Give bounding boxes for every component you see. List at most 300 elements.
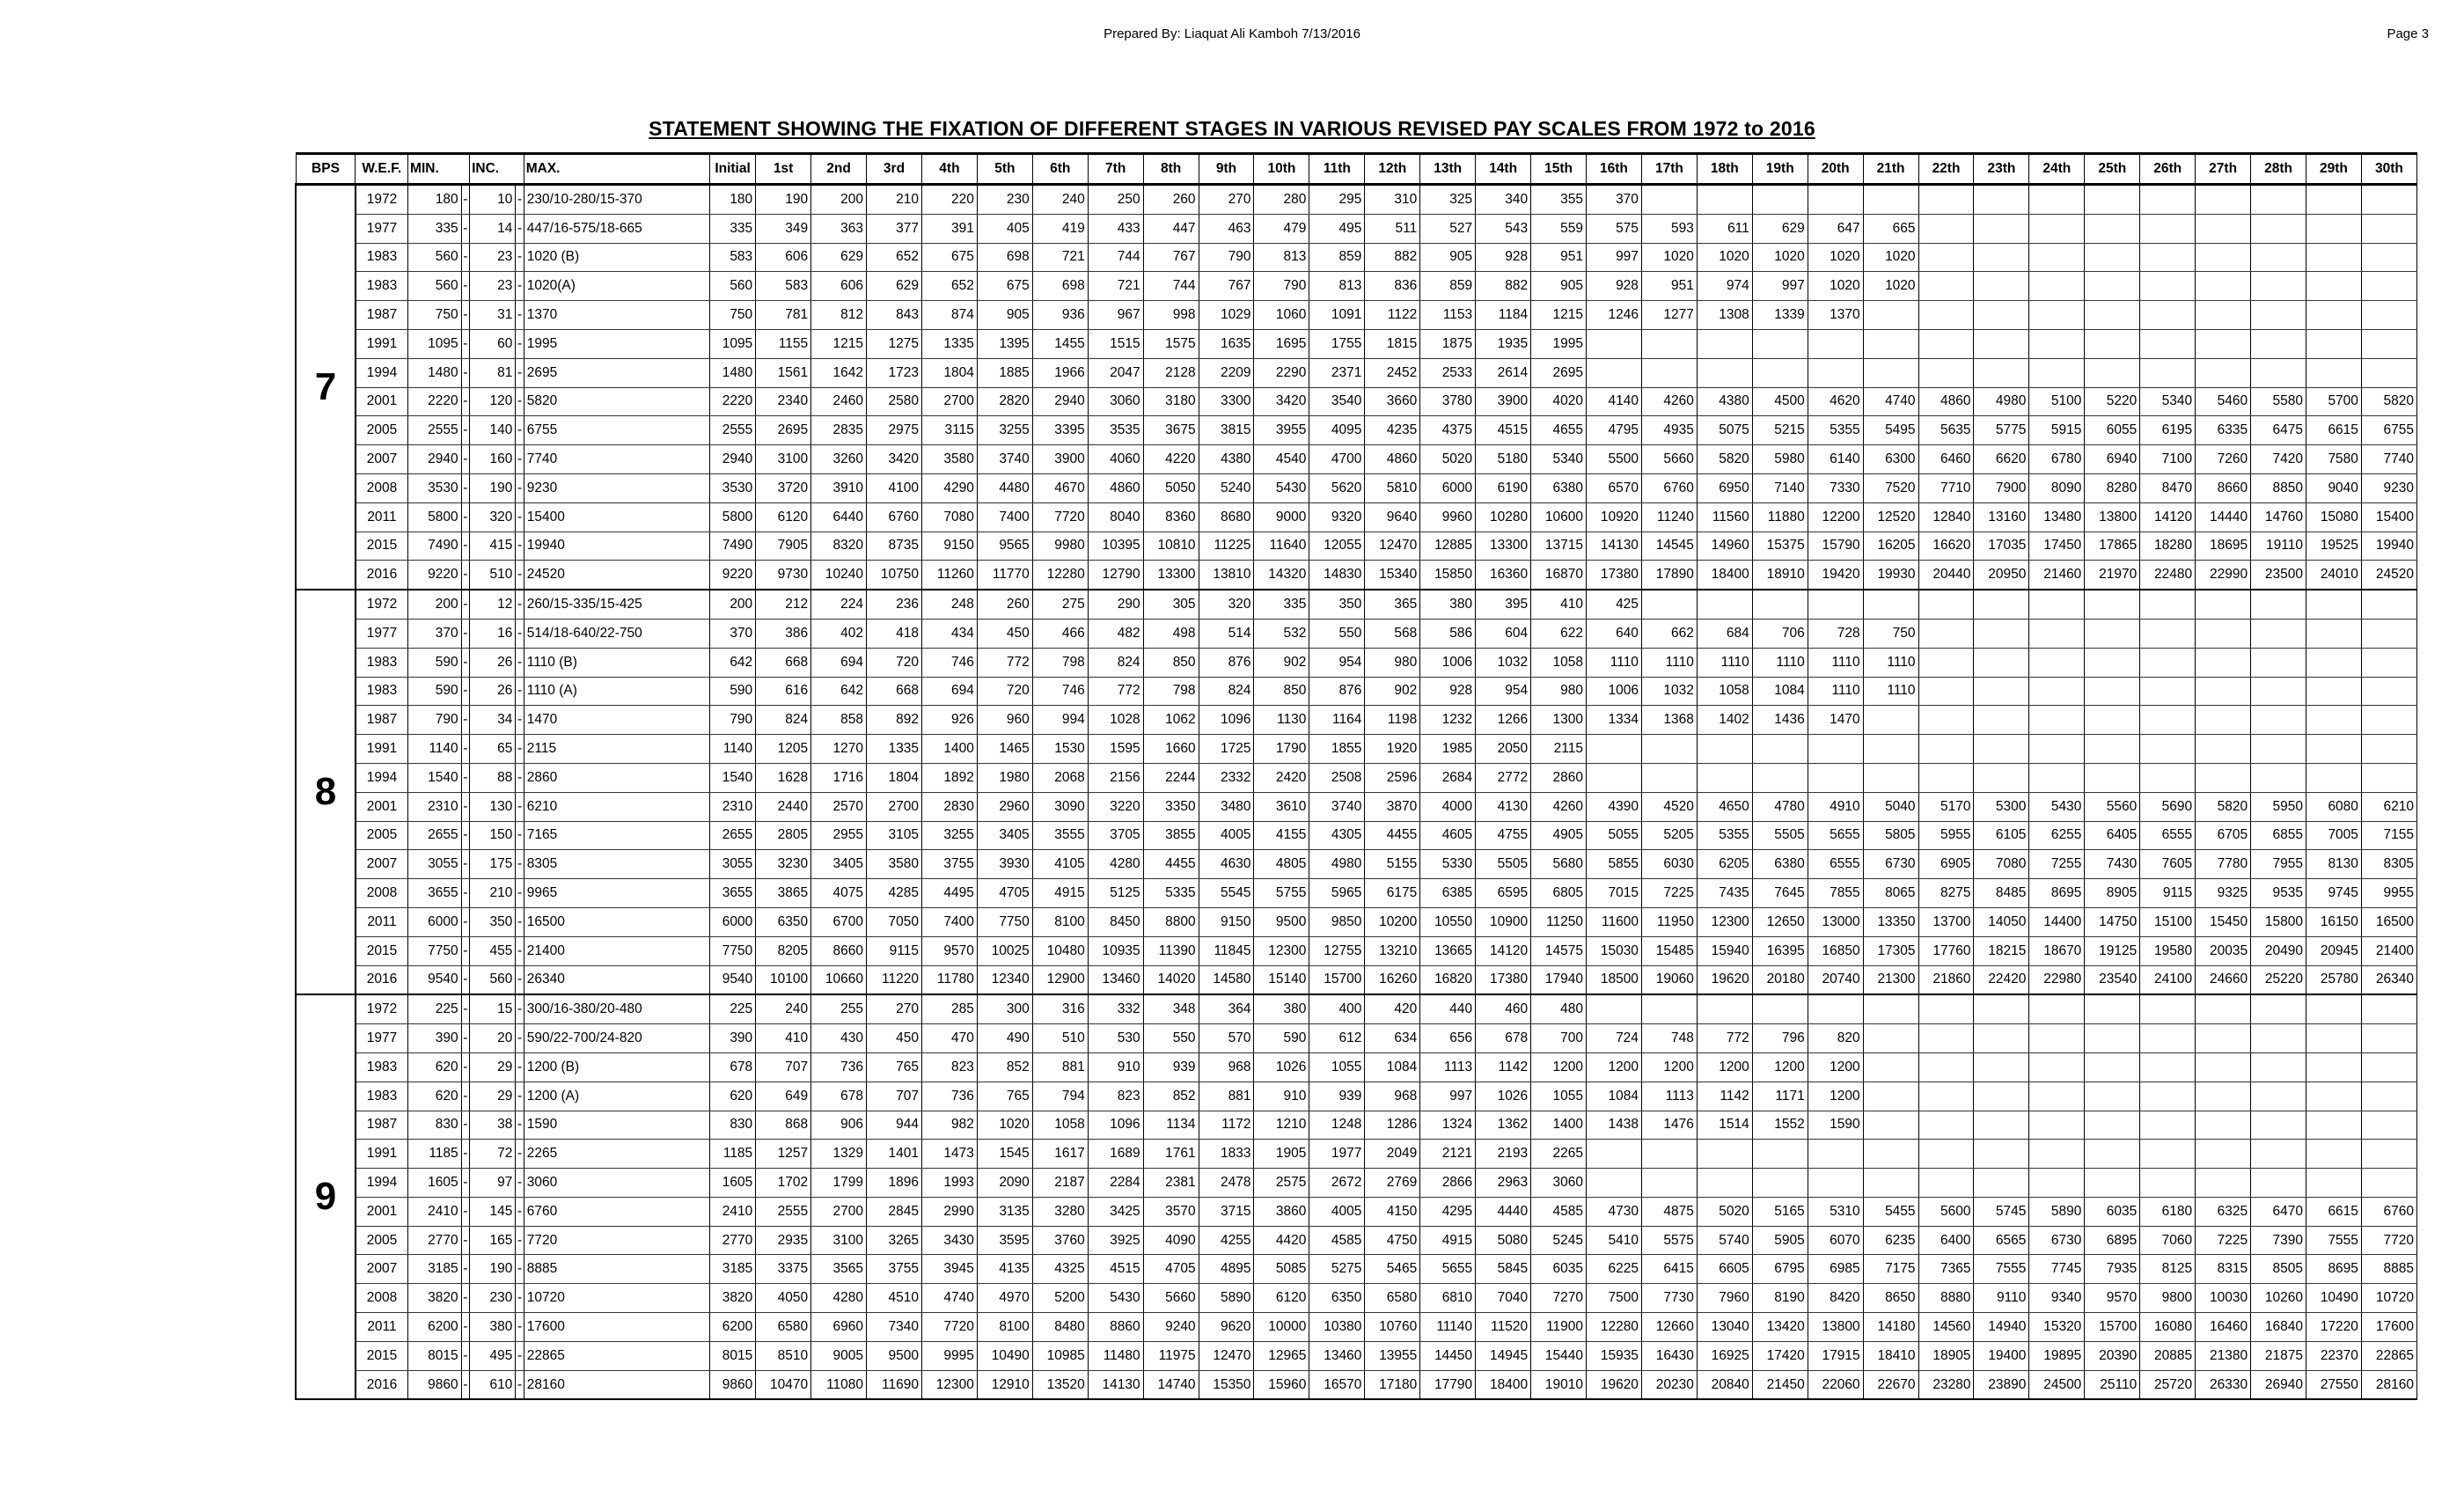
stage-value <box>2306 994 2362 1023</box>
stage-value: 4285 <box>867 879 922 908</box>
stage-value: 11770 <box>977 561 1032 590</box>
stage-value <box>1587 1169 1642 1198</box>
column-header: 27th <box>2196 154 2251 185</box>
stage-value: 736 <box>921 1082 977 1111</box>
stage-value: 1185 <box>709 1140 755 1169</box>
stage-value: 3755 <box>867 1255 922 1284</box>
stage-value: 951 <box>1531 243 1587 272</box>
stage-value: 8880 <box>1918 1284 1974 1313</box>
stage-value <box>1974 619 2029 648</box>
stage-value <box>1974 214 2029 243</box>
stage-value: 3405 <box>811 850 867 879</box>
inc-value: 38 <box>470 1111 516 1140</box>
stage-value <box>2196 301 2251 330</box>
stage-value: 2963 <box>1476 1169 1531 1198</box>
stage-value <box>2140 243 2196 272</box>
stage-value: 7720 <box>2361 1226 2416 1255</box>
stage-value: 1020 <box>977 1111 1032 1140</box>
stage-value: 6030 <box>1641 850 1697 879</box>
stage-value <box>1587 1140 1642 1169</box>
stage-value: 14740 <box>1143 1370 1199 1399</box>
stage-value <box>1974 329 2029 358</box>
stage-value <box>1974 677 2029 706</box>
stage-value <box>2029 329 2085 358</box>
stage-value: 665 <box>1863 214 1918 243</box>
stage-value <box>2140 1024 2196 1053</box>
stage-value: 17790 <box>1420 1370 1476 1399</box>
separator: - <box>461 301 469 330</box>
stage-value: 3100 <box>756 445 811 474</box>
stage-value: 2220 <box>709 387 755 416</box>
stage-value <box>2085 301 2140 330</box>
stage-value: 180 <box>709 185 755 215</box>
stage-value: 750 <box>1863 619 1918 648</box>
stage-value: 4750 <box>1365 1226 1420 1255</box>
stage-value: 24010 <box>2306 561 2362 590</box>
stage-value: 7750 <box>709 936 755 965</box>
stage-value: 19620 <box>1587 1370 1642 1399</box>
stage-value: 11640 <box>1254 532 1309 561</box>
stage-value: 240 <box>1032 185 1088 215</box>
stage-value: 8695 <box>2029 879 2085 908</box>
stage-value: 622 <box>1531 619 1587 648</box>
stage-value: 7745 <box>2029 1255 2085 1284</box>
stage-value: 5170 <box>1918 792 1974 821</box>
min-value: 2655 <box>408 821 462 850</box>
stage-value: 675 <box>921 243 977 272</box>
stage-value: 765 <box>867 1052 922 1082</box>
stage-value: 3865 <box>756 879 811 908</box>
inc-value: 10 <box>470 185 516 215</box>
stage-value: 2050 <box>1476 735 1531 764</box>
stage-value <box>2196 648 2251 677</box>
stage-value <box>1752 735 1808 764</box>
separator: - <box>461 561 469 590</box>
stage-value: 18670 <box>2029 936 2085 965</box>
stage-value: 14960 <box>1697 532 1752 561</box>
inc-value: 130 <box>470 792 516 821</box>
stage-value: 17380 <box>1587 561 1642 590</box>
stage-value: 6960 <box>811 1313 867 1342</box>
stage-value: 450 <box>867 1024 922 1053</box>
stage-value: 22480 <box>2140 561 2196 590</box>
stage-value: 13350 <box>1863 907 1918 936</box>
stage-value <box>2361 735 2416 764</box>
stage-value: 13800 <box>1808 1313 1863 1342</box>
separator: - <box>516 648 524 677</box>
stage-value: 9500 <box>1254 907 1309 936</box>
stage-value: 1200 <box>1531 1052 1587 1082</box>
stage-value: 11390 <box>1143 936 1199 965</box>
stage-value <box>2196 1169 2251 1198</box>
stage-value: 1892 <box>921 763 977 792</box>
stage-value: 12470 <box>1365 532 1420 561</box>
stage-value: 6985 <box>1808 1255 1863 1284</box>
stage-value: 5805 <box>1863 821 1918 850</box>
column-header: 22th <box>1918 154 1974 185</box>
stage-value <box>2140 735 2196 764</box>
stage-value: 1815 <box>1365 329 1420 358</box>
separator: - <box>516 619 524 648</box>
stage-value: 250 <box>1088 185 1143 215</box>
stage-value: 728 <box>1808 619 1863 648</box>
stage-value: 1470 <box>1808 706 1863 735</box>
stage-value: 4520 <box>1641 792 1697 821</box>
stage-value: 8850 <box>2251 473 2306 502</box>
stage-value: 5890 <box>2029 1197 2085 1226</box>
stage-value: 7750 <box>977 907 1032 936</box>
stage-value: 951 <box>1641 272 1697 301</box>
stage-value <box>2029 1052 2085 1082</box>
stage-value: 25110 <box>2085 1370 2140 1399</box>
max-value: 1370 <box>524 301 709 330</box>
stage-value: 12470 <box>1199 1341 1254 1370</box>
stage-value: 460 <box>1476 994 1531 1023</box>
stage-value <box>1863 329 1918 358</box>
stage-value: 1232 <box>1420 706 1476 735</box>
stage-value: 3100 <box>811 1226 867 1255</box>
stage-value: 4705 <box>1143 1255 1199 1284</box>
separator: - <box>461 243 469 272</box>
stage-value: 1980 <box>977 763 1032 792</box>
stage-value: 4910 <box>1808 792 1863 821</box>
max-value: 10720 <box>524 1284 709 1313</box>
stage-value: 5275 <box>1309 1255 1365 1284</box>
stage-value: 418 <box>867 619 922 648</box>
stage-value: 1171 <box>1752 1082 1808 1111</box>
stage-value: 370 <box>1587 185 1642 215</box>
stage-value: 18410 <box>1863 1341 1918 1370</box>
stage-value: 2955 <box>811 821 867 850</box>
stage-value: 998 <box>1143 301 1199 330</box>
stage-value: 1635 <box>1199 329 1254 358</box>
stage-value <box>2306 735 2362 764</box>
stage-value <box>2029 243 2085 272</box>
max-value: 590/22-700/24-820 <box>524 1024 709 1053</box>
stage-value: 15030 <box>1587 936 1642 965</box>
stage-value: 230 <box>977 185 1032 215</box>
stage-value: 1110 <box>1641 648 1697 677</box>
pay-scale-table <box>295 152 2417 1400</box>
stage-value <box>1697 1169 1752 1198</box>
stage-value: 479 <box>1254 214 1309 243</box>
stage-value: 14575 <box>1531 936 1587 965</box>
stage-value: 220 <box>921 185 977 215</box>
stage-value: 1029 <box>1199 301 1254 330</box>
stage-value: 10240 <box>811 561 867 590</box>
stage-value: 6140 <box>1808 445 1863 474</box>
stage-value: 25780 <box>2306 965 2362 994</box>
stage-value: 5125 <box>1088 879 1143 908</box>
stage-value: 1113 <box>1420 1052 1476 1082</box>
stage-value: 1062 <box>1143 706 1199 735</box>
stage-value: 17180 <box>1365 1370 1420 1399</box>
stage-value: 2830 <box>921 792 977 821</box>
stage-value: 1058 <box>1531 648 1587 677</box>
stage-value <box>2029 1024 2085 1053</box>
stage-value: 707 <box>867 1082 922 1111</box>
max-value: 230/10-280/15-370 <box>524 185 709 215</box>
stage-value: 6120 <box>756 502 811 532</box>
stage-value <box>1808 185 1863 215</box>
stage-value: 3900 <box>1476 387 1531 416</box>
stage-value <box>1587 358 1642 387</box>
stage-value: 1530 <box>1032 735 1088 764</box>
wef-year: 1991 <box>356 329 408 358</box>
stage-value <box>2140 1082 2196 1111</box>
stage-value: 5820 <box>1697 445 1752 474</box>
min-value: 830 <box>408 1111 462 1140</box>
stage-value: 8360 <box>1143 502 1199 532</box>
column-header: 8th <box>1143 154 1199 185</box>
stage-value: 6760 <box>867 502 922 532</box>
stage-value: 550 <box>1143 1024 1199 1053</box>
stage-value: 1723 <box>867 358 922 387</box>
stage-value: 1134 <box>1143 1111 1199 1140</box>
stage-value <box>1918 619 1974 648</box>
stage-value: 1205 <box>756 735 811 764</box>
table-row <box>296 1226 2417 1255</box>
stage-value: 9150 <box>921 532 977 561</box>
stage-value: 1200 <box>1808 1082 1863 1111</box>
stage-value <box>1863 590 1918 619</box>
table-row <box>296 965 2417 994</box>
column-header: Initial <box>709 154 755 185</box>
stage-value: 6405 <box>2085 821 2140 850</box>
stage-value: 15800 <box>2251 907 2306 936</box>
wef-year: 2001 <box>356 387 408 416</box>
stage-value: 836 <box>1365 272 1420 301</box>
stage-value: 1575 <box>1143 329 1199 358</box>
stage-value <box>1974 763 2029 792</box>
wef-year: 1994 <box>356 358 408 387</box>
table-row <box>296 473 2417 502</box>
stage-value: 7960 <box>1697 1284 1752 1313</box>
stage-value: 9640 <box>1365 502 1420 532</box>
column-header: 2nd <box>811 154 867 185</box>
column-header: 20th <box>1808 154 1863 185</box>
separator: - <box>461 936 469 965</box>
stage-value: 12900 <box>1032 965 1088 994</box>
stage-value: 12300 <box>1254 936 1309 965</box>
stage-value: 22420 <box>1974 965 2029 994</box>
max-value: 3060 <box>524 1169 709 1198</box>
stage-value: 910 <box>1254 1082 1309 1111</box>
stage-value: 812 <box>811 301 867 330</box>
stage-value: 5955 <box>1918 821 1974 850</box>
stage-value: 4905 <box>1531 821 1587 850</box>
separator: - <box>461 1313 469 1342</box>
stage-value: 2090 <box>977 1169 1032 1198</box>
stage-value: 5690 <box>2140 792 2196 821</box>
stage-value: 4140 <box>1587 387 1642 416</box>
stage-value: 1368 <box>1641 706 1697 735</box>
inc-value: 34 <box>470 706 516 735</box>
stage-value <box>2029 301 2085 330</box>
stage-value: 3230 <box>756 850 811 879</box>
stage-value: 1055 <box>1531 1082 1587 1111</box>
stage-value: 1020 <box>1808 272 1863 301</box>
stage-value: 6780 <box>2029 445 2085 474</box>
stage-value: 386 <box>756 619 811 648</box>
separator: - <box>461 1052 469 1082</box>
stage-value: 4020 <box>1531 387 1587 416</box>
stage-value: 270 <box>1199 185 1254 215</box>
stage-value: 482 <box>1088 619 1143 648</box>
stage-value <box>1974 358 2029 387</box>
stage-value <box>2140 1111 2196 1140</box>
stage-value: 583 <box>756 272 811 301</box>
inc-value: 26 <box>470 677 516 706</box>
stage-value: 928 <box>1587 272 1642 301</box>
stage-value: 568 <box>1365 619 1420 648</box>
stage-value: 21875 <box>2251 1341 2306 1370</box>
stage-value: 4700 <box>1309 445 1365 474</box>
column-header: INC. <box>470 154 524 185</box>
stage-value: 1058 <box>1697 677 1752 706</box>
stage-value: 18905 <box>1918 1341 1974 1370</box>
stage-value: 4980 <box>1309 850 1365 879</box>
stage-value: 968 <box>1365 1082 1420 1111</box>
stage-value <box>1918 1169 1974 1198</box>
stage-value: 10900 <box>1476 907 1531 936</box>
separator: - <box>461 387 469 416</box>
stage-value: 4280 <box>811 1284 867 1313</box>
stage-value <box>2029 185 2085 215</box>
stage-value: 8480 <box>1032 1313 1088 1342</box>
min-value: 750 <box>408 301 462 330</box>
stage-value: 17890 <box>1641 561 1697 590</box>
stage-value <box>1863 301 1918 330</box>
max-value: 1200 (B) <box>524 1052 709 1082</box>
stage-value: 4420 <box>1254 1226 1309 1255</box>
stage-value: 7710 <box>1918 473 1974 502</box>
stage-value <box>1808 735 1863 764</box>
stage-value: 3185 <box>709 1255 755 1284</box>
stage-value <box>2251 1140 2306 1169</box>
stage-value: 6700 <box>811 907 867 936</box>
min-value: 1480 <box>408 358 462 387</box>
stage-value: 7955 <box>2251 850 2306 879</box>
stage-value: 7520 <box>1863 473 1918 502</box>
separator: - <box>516 214 524 243</box>
stage-value: 559 <box>1531 214 1587 243</box>
table-row <box>296 706 2417 735</box>
stage-value: 1935 <box>1476 329 1531 358</box>
stage-value: 447 <box>1143 214 1199 243</box>
stage-value: 13160 <box>1974 502 2029 532</box>
inc-value: 160 <box>470 445 516 474</box>
bps-grade: 7 <box>296 185 356 590</box>
stage-value: 8885 <box>2361 1255 2416 1284</box>
separator: - <box>461 329 469 358</box>
separator: - <box>516 532 524 561</box>
table-row <box>296 1052 2417 1082</box>
stage-value: 4380 <box>1697 387 1752 416</box>
stage-value: 2866 <box>1420 1169 1476 1198</box>
stage-value: 5500 <box>1587 445 1642 474</box>
stage-value: 5915 <box>2029 416 2085 445</box>
stage-value: 5460 <box>2196 387 2251 416</box>
min-value: 590 <box>408 677 462 706</box>
separator: - <box>461 416 469 445</box>
stage-value: 280 <box>1254 185 1309 215</box>
inc-value: 31 <box>470 301 516 330</box>
stage-value: 9000 <box>1254 502 1309 532</box>
stage-value <box>2029 1082 2085 1111</box>
table-row <box>296 243 2417 272</box>
separator: - <box>516 677 524 706</box>
stage-value: 765 <box>977 1082 1032 1111</box>
stage-value: 24520 <box>2361 561 2416 590</box>
stage-value: 13700 <box>1918 907 1974 936</box>
stage-value: 3925 <box>1088 1226 1143 1255</box>
stage-value <box>1918 648 1974 677</box>
stage-value: 10600 <box>1531 502 1587 532</box>
stage-value <box>1752 185 1808 215</box>
stage-value: 1339 <box>1752 301 1808 330</box>
stage-value <box>1641 1140 1697 1169</box>
stage-value: 5740 <box>1697 1226 1752 1255</box>
stage-value: 1200 <box>1697 1052 1752 1082</box>
table-row <box>296 907 2417 936</box>
max-value: 24520 <box>524 561 709 590</box>
stage-value: 858 <box>811 706 867 735</box>
min-value: 335 <box>408 214 462 243</box>
stage-value: 27550 <box>2306 1370 2362 1399</box>
stage-value: 2700 <box>867 792 922 821</box>
stage-value: 928 <box>1420 677 1476 706</box>
stage-value <box>2361 214 2416 243</box>
stage-value: 7080 <box>921 502 977 532</box>
stage-value: 1370 <box>1808 301 1863 330</box>
stage-value: 5410 <box>1587 1226 1642 1255</box>
stage-value: 5845 <box>1476 1255 1531 1284</box>
stage-value: 2940 <box>709 445 755 474</box>
stage-value: 4050 <box>756 1284 811 1313</box>
stage-value: 852 <box>977 1052 1032 1082</box>
stage-value: 906 <box>811 1111 867 1140</box>
stage-value: 5580 <box>2251 387 2306 416</box>
stage-value: 5430 <box>1088 1284 1143 1313</box>
stage-value: 16925 <box>1697 1341 1752 1370</box>
separator: - <box>516 1341 524 1370</box>
stage-value: 668 <box>756 648 811 677</box>
stage-value <box>2306 272 2362 301</box>
stage-value <box>1697 1140 1752 1169</box>
wef-year: 1977 <box>356 619 408 648</box>
max-value: 7740 <box>524 445 709 474</box>
stage-value: 3405 <box>977 821 1032 850</box>
stage-value <box>1641 763 1697 792</box>
stage-value: 8100 <box>977 1313 1032 1342</box>
stage-value: 10260 <box>2251 1284 2306 1313</box>
stage-value: 8905 <box>2085 879 2140 908</box>
stage-value <box>2196 590 2251 619</box>
stage-value <box>1641 1169 1697 1198</box>
stage-value: 1755 <box>1309 329 1365 358</box>
separator: - <box>461 272 469 301</box>
stage-value: 2820 <box>977 387 1032 416</box>
stage-value <box>2140 590 2196 619</box>
stage-value: 463 <box>1199 214 1254 243</box>
stage-value: 6035 <box>2085 1197 2140 1226</box>
stage-value: 7050 <box>867 907 922 936</box>
inc-value: 495 <box>470 1341 516 1370</box>
stage-value: 22990 <box>2196 561 2251 590</box>
separator: - <box>461 214 469 243</box>
stage-value <box>2140 648 2196 677</box>
